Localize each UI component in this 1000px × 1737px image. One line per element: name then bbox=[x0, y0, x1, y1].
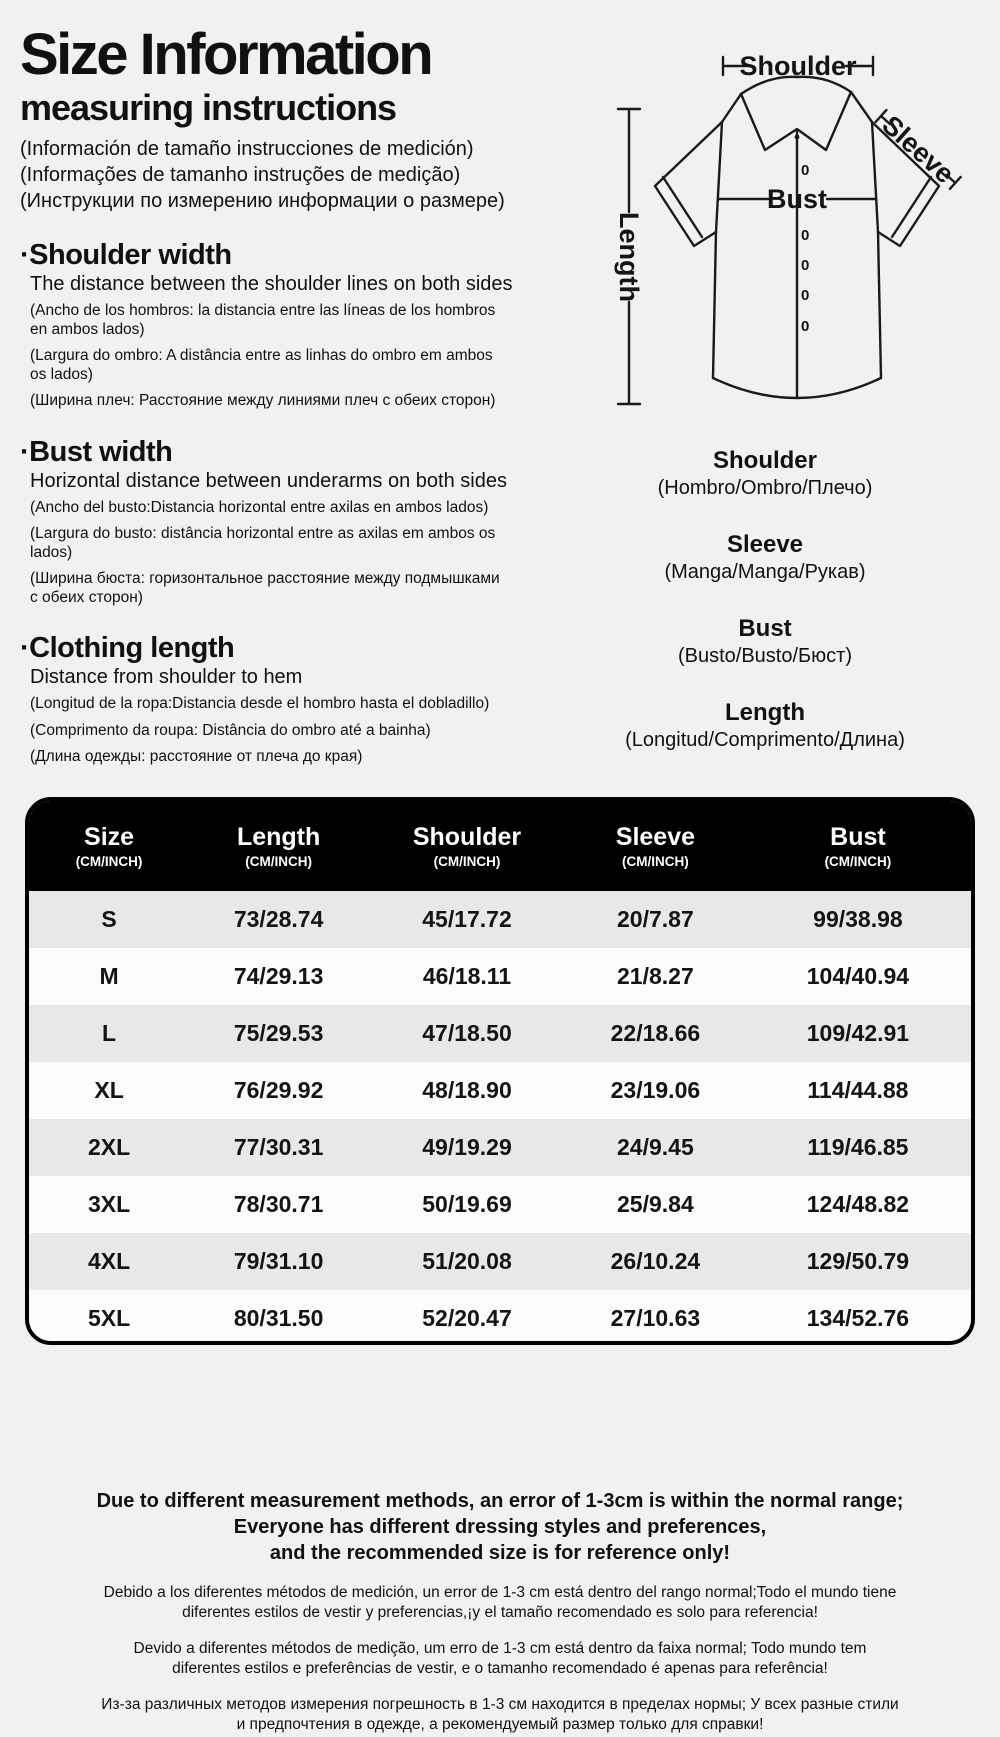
table-row bbox=[29, 1005, 971, 1062]
section-description: Horizontal distance between underarms on both sides bbox=[30, 469, 507, 492]
measurement-cell: 78/30.71 bbox=[233, 1191, 324, 1217]
legend-translation: (Busto/Busto/Бюст) bbox=[677, 645, 852, 667]
section-shoulder-width bbox=[20, 240, 540, 411]
measurement-cell: 47/18.50 bbox=[422, 1020, 512, 1046]
column-header-shoulder: Shoulder (CM/INCH) bbox=[412, 822, 522, 869]
measurement-cell: 20/7.87 bbox=[617, 906, 694, 932]
note-line: Devido a diferentes métodos de medição, um erro de 1-3 cm está dentro da faixa normal; Todo mundo tem bbox=[133, 1640, 867, 1657]
size-label-cell: 5XL bbox=[87, 1305, 131, 1331]
measurement-cell: 79/31.10 bbox=[233, 1248, 324, 1274]
subtitle-translation-pt: (Informações de tamanho instruções de medição) bbox=[20, 164, 461, 186]
legend-item-length bbox=[545, 699, 985, 753]
subtitle-translation-es: (Información de tamaño instrucciones de medición) bbox=[20, 138, 474, 160]
button-glyph: 0 bbox=[801, 162, 810, 179]
legend-term: Bust bbox=[738, 615, 792, 642]
note-line: Из-за различных методов измерения погрешность в 1-3 см находится в пределах нормы; У всех разные стили bbox=[101, 1696, 899, 1713]
note-line: Debido a los diferentes métodos de medición, un error de 1-3 cm está dentro del rango normal;Todo el mundo tiene bbox=[103, 1584, 897, 1601]
button-glyph: 0 bbox=[801, 257, 810, 274]
legend-item-shoulder bbox=[545, 447, 985, 501]
section-translation-es: (Ancho del busto:Distancia horizontal entre axilas en ambos lados) bbox=[30, 498, 489, 516]
section-translation-es: (Ancho de los hombros: la distancia entre las líneas de los hombros en ambos lados) bbox=[30, 302, 496, 338]
section-heading: ·Shoulder width bbox=[20, 239, 232, 271]
table-row bbox=[29, 948, 971, 1005]
section-clothing-length bbox=[20, 633, 540, 767]
left-sleeve bbox=[655, 122, 722, 246]
size-label-cell: L bbox=[102, 1020, 117, 1046]
footer-bold-line: Everyone has different dressing styles and preferences, bbox=[233, 1516, 767, 1538]
column-header-size: Size (CM/INCH) bbox=[75, 822, 143, 869]
section-heading: ·Clothing length bbox=[20, 632, 235, 664]
measurement-cell: 27/10.63 bbox=[610, 1305, 701, 1331]
measurement-cell: 129/50.79 bbox=[806, 1248, 910, 1274]
legend-translation: (Longitud/Comprimento/Длина) bbox=[625, 729, 905, 751]
bust-dim-label: Bust bbox=[767, 184, 827, 214]
measurement-cell: 48/18.90 bbox=[422, 1077, 512, 1103]
size-label-cell: 4XL bbox=[87, 1248, 131, 1274]
measurement-cell: 52/20.47 bbox=[422, 1305, 512, 1331]
left-armhole bbox=[716, 122, 722, 232]
measurement-cell: 22/18.66 bbox=[610, 1020, 701, 1046]
collar-button bbox=[795, 135, 800, 140]
size-table bbox=[25, 797, 975, 1345]
shoulder-dim-label: Shoulder bbox=[739, 51, 857, 81]
measurement-cell: 73/28.74 bbox=[233, 906, 324, 932]
size-label-cell: S bbox=[101, 906, 117, 932]
measurement-cell: 124/48.82 bbox=[806, 1191, 910, 1217]
sleeve-dim bbox=[871, 105, 965, 194]
measurement-cell: 26/10.24 bbox=[610, 1248, 701, 1274]
footer-bold-line: and the recommended size is for reference only! bbox=[269, 1542, 731, 1564]
note-line: diferentes estilos e preferências de vestir, e o tamanho recomendado é apenas para referência! bbox=[172, 1659, 828, 1677]
table-row bbox=[29, 891, 971, 948]
instructions-column bbox=[20, 24, 540, 767]
measurement-cell: 109/42.91 bbox=[806, 1020, 910, 1046]
legend-term: Sleeve bbox=[726, 531, 804, 558]
measurement-cell: 46/18.11 bbox=[422, 963, 512, 989]
subtitle-translation-ru: (Инструкции по измерению информации о размере) bbox=[20, 190, 505, 212]
measurement-cell: 76/29.92 bbox=[233, 1077, 324, 1103]
size-label-cell: M bbox=[99, 963, 119, 989]
measurement-cell: 104/40.94 bbox=[806, 963, 910, 989]
legend-item-sleeve bbox=[545, 531, 985, 585]
note-line: diferentes estilos de vestir y preferencias,¡y el tamaño recomendado es solo para referencia! bbox=[182, 1603, 818, 1621]
section-bust-width bbox=[20, 437, 540, 608]
section-translation-pt: (Largura do busto: distância horizontal entre as axilas em ambos os lados) bbox=[30, 525, 496, 561]
measurement-cell: 75/29.53 bbox=[233, 1020, 324, 1046]
page-subtitle: measuring instructions bbox=[20, 87, 397, 128]
table-row bbox=[29, 1119, 971, 1176]
size-table-body bbox=[29, 891, 971, 1345]
button-glyph: 0 bbox=[801, 227, 810, 244]
page-title: Size Information bbox=[20, 22, 432, 87]
measurement-cell: 119/46.85 bbox=[807, 1134, 909, 1160]
section-translation-es: (Longitud de la ropa:Distancia desde el hombro hasta el dobladillo) bbox=[30, 695, 490, 712]
measurement-cell: 77/30.31 bbox=[233, 1134, 324, 1160]
measurement-cell: 23/19.06 bbox=[610, 1077, 701, 1103]
section-translation-ru: (Ширина плеч: Расстояние между линиями плеч с обеих сторон) bbox=[30, 392, 496, 409]
legend-term: Shoulder bbox=[712, 447, 817, 474]
legend-translation: (Hombro/Ombro/Плечо) bbox=[657, 477, 873, 499]
table-row bbox=[29, 1062, 971, 1119]
shirt-measurement-diagram-icon bbox=[545, 34, 985, 414]
section-translation-ru: (Длина одежды: расстояние от плеча до края) bbox=[30, 748, 363, 765]
measurement-cell: 74/29.13 bbox=[233, 963, 324, 989]
measurement-cell: 80/31.50 bbox=[233, 1305, 324, 1331]
section-translation-ru: (Ширина бюста: горизонтальное расстояние между подмышками с обеих сторон) bbox=[30, 570, 500, 606]
size-label-cell: XL bbox=[94, 1077, 124, 1103]
length-dim-label: Length bbox=[614, 212, 644, 302]
measurement-cell: 114/44.88 bbox=[807, 1077, 909, 1103]
measurement-cell: 21/8.27 bbox=[617, 963, 694, 989]
size-label-cell: 3XL bbox=[87, 1191, 131, 1217]
measurement-cell: 49/19.29 bbox=[422, 1134, 512, 1160]
column-header-length: Length (CM/INCH) bbox=[236, 822, 321, 869]
measurement-cell: 99/38.98 bbox=[813, 906, 903, 932]
section-heading: ·Bust width bbox=[20, 435, 173, 468]
measurement-cell: 45/17.72 bbox=[422, 906, 512, 932]
legend-item-bust bbox=[545, 615, 985, 669]
table-row bbox=[29, 1233, 971, 1290]
footer-note-ru bbox=[0, 1695, 1000, 1734]
legend-translation: (Manga/Manga/Рукав) bbox=[664, 561, 866, 583]
right-armhole bbox=[872, 122, 878, 232]
section-translation-pt: (Largura do ombro: A distância entre as linhas do ombro em ambos os lados) bbox=[30, 347, 493, 383]
note-line: и предпочтения в одежде, а рекомендуемый размер только для справки! bbox=[236, 1715, 764, 1733]
button-glyph: 0 bbox=[801, 287, 810, 304]
measurement-cell: 50/19.69 bbox=[422, 1191, 512, 1217]
footer-note-es bbox=[0, 1583, 1000, 1622]
footer-bold-line: Due to different measurement methods, an error of 1-3cm is within the normal range; bbox=[96, 1490, 904, 1512]
table-row bbox=[29, 1290, 971, 1345]
sleeve-dim-label: Sleeve bbox=[876, 109, 960, 190]
section-description: Distance from shoulder to hem bbox=[30, 666, 303, 688]
measurement-cell: 134/52.76 bbox=[806, 1305, 910, 1331]
column-header-sleeve: Sleeve (CM/INCH) bbox=[615, 822, 696, 869]
diagram-legend bbox=[545, 447, 985, 753]
column-header-bust: Bust (CM/INCH) bbox=[824, 822, 892, 869]
measurement-cell: 51/20.08 bbox=[422, 1248, 512, 1274]
size-table-header bbox=[29, 801, 971, 891]
section-translation-pt: (Comprimento da roupa: Distância do ombro até a bainha) bbox=[30, 721, 431, 739]
footer-notes bbox=[0, 1488, 1000, 1734]
measurement-cell: 24/9.45 bbox=[617, 1134, 694, 1160]
section-description: The distance between the shoulder lines on both sides bbox=[30, 273, 513, 295]
table-row bbox=[29, 1176, 971, 1233]
diagram-column bbox=[545, 34, 985, 783]
button-glyph: 0 bbox=[801, 318, 810, 335]
measurement-cell: 25/9.84 bbox=[617, 1191, 694, 1217]
size-label-cell: 2XL bbox=[87, 1134, 131, 1160]
footer-note-pt bbox=[0, 1639, 1000, 1678]
legend-term: Length bbox=[725, 699, 805, 726]
